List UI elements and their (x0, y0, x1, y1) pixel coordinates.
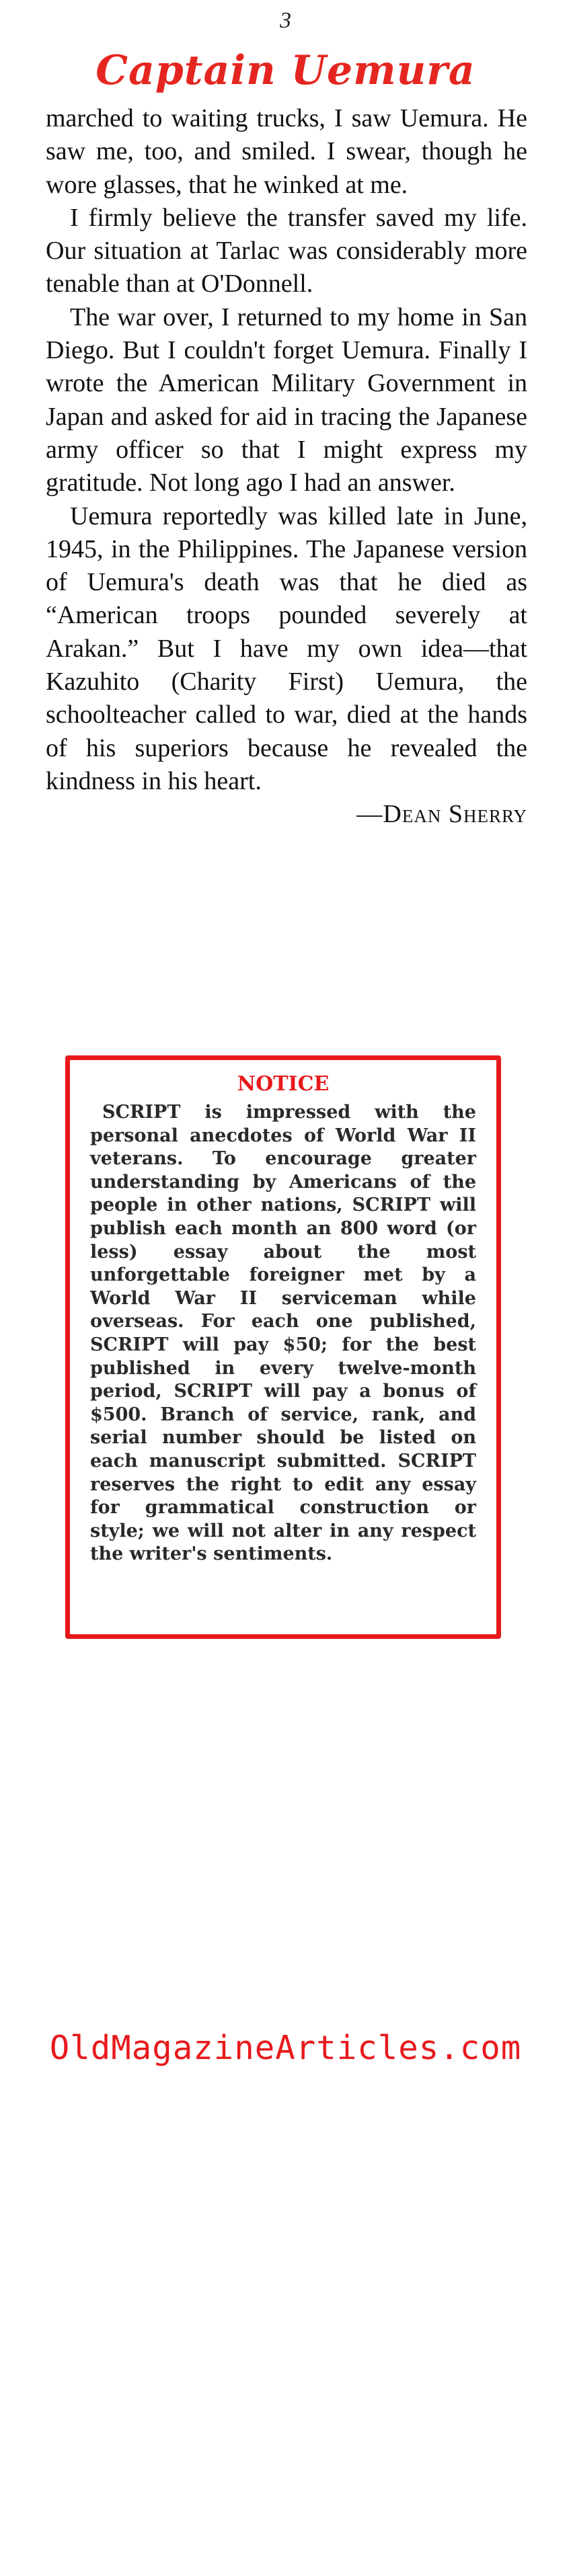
site-watermark: OldMagazineArticles.com (49, 2029, 522, 2067)
article-paragraph: I firmly believe the transfer saved my life. Our situation at Tarlac was considerably more tenable than at O'Donnell. (46, 203, 527, 298)
article-paragraph: marched to waiting trucks, I saw Uemura. He saw me, too, and smiled. I swear, though he wore glasses, that he winked at me. (46, 104, 527, 199)
author-byline: —Dean Sherry (356, 800, 527, 829)
article-paragraph: Uemura reportedly was killed late in June, 1945, in the Philippines. The Japanese version of Uemura's death was that he died as “American troops pounded severely at Arakan.” But I have my own idea—that Kazuhito (Charity First) Uemura, the schoolteacher called to war, died at the hands of his superiors because he revealed the kindness in his heart. (46, 501, 527, 795)
article-body (46, 102, 527, 832)
notice-body: SCRIPT is impressed with the personal anecdotes of World War II veterans. To encourage greater understanding by Americans of the people in other nations, SCRIPT will publish each month an 800 word (or less) essay about the most unforgettable foreigner met by a World War II serviceman while overseas. For each one published, SCRIPT will pay $50; for the best published in every twelve-month period, SCRIPT will pay a bonus of $500. Branch of service, rank, and serial number should be listed on each manuscript submitted. SCRIPT reserves the right to edit any essay for grammatical construction or style; we will not alter in any respect the writer's sentiments. (90, 1102, 476, 1565)
article-header-title: Captain Uemura (96, 47, 475, 94)
page-number: 3 (280, 8, 291, 33)
article-paragraph: The war over, I returned to my home in San Diego. But I couldn't forget Uemura. Finally I wrote the American Military Government in Japan and asked for aid in tracing the Japanese army officer so that I might express my gratitude. Not long ago I had an answer. (46, 303, 527, 497)
notice-title: NOTICE (237, 1072, 330, 1096)
notice-box (65, 1055, 501, 1639)
